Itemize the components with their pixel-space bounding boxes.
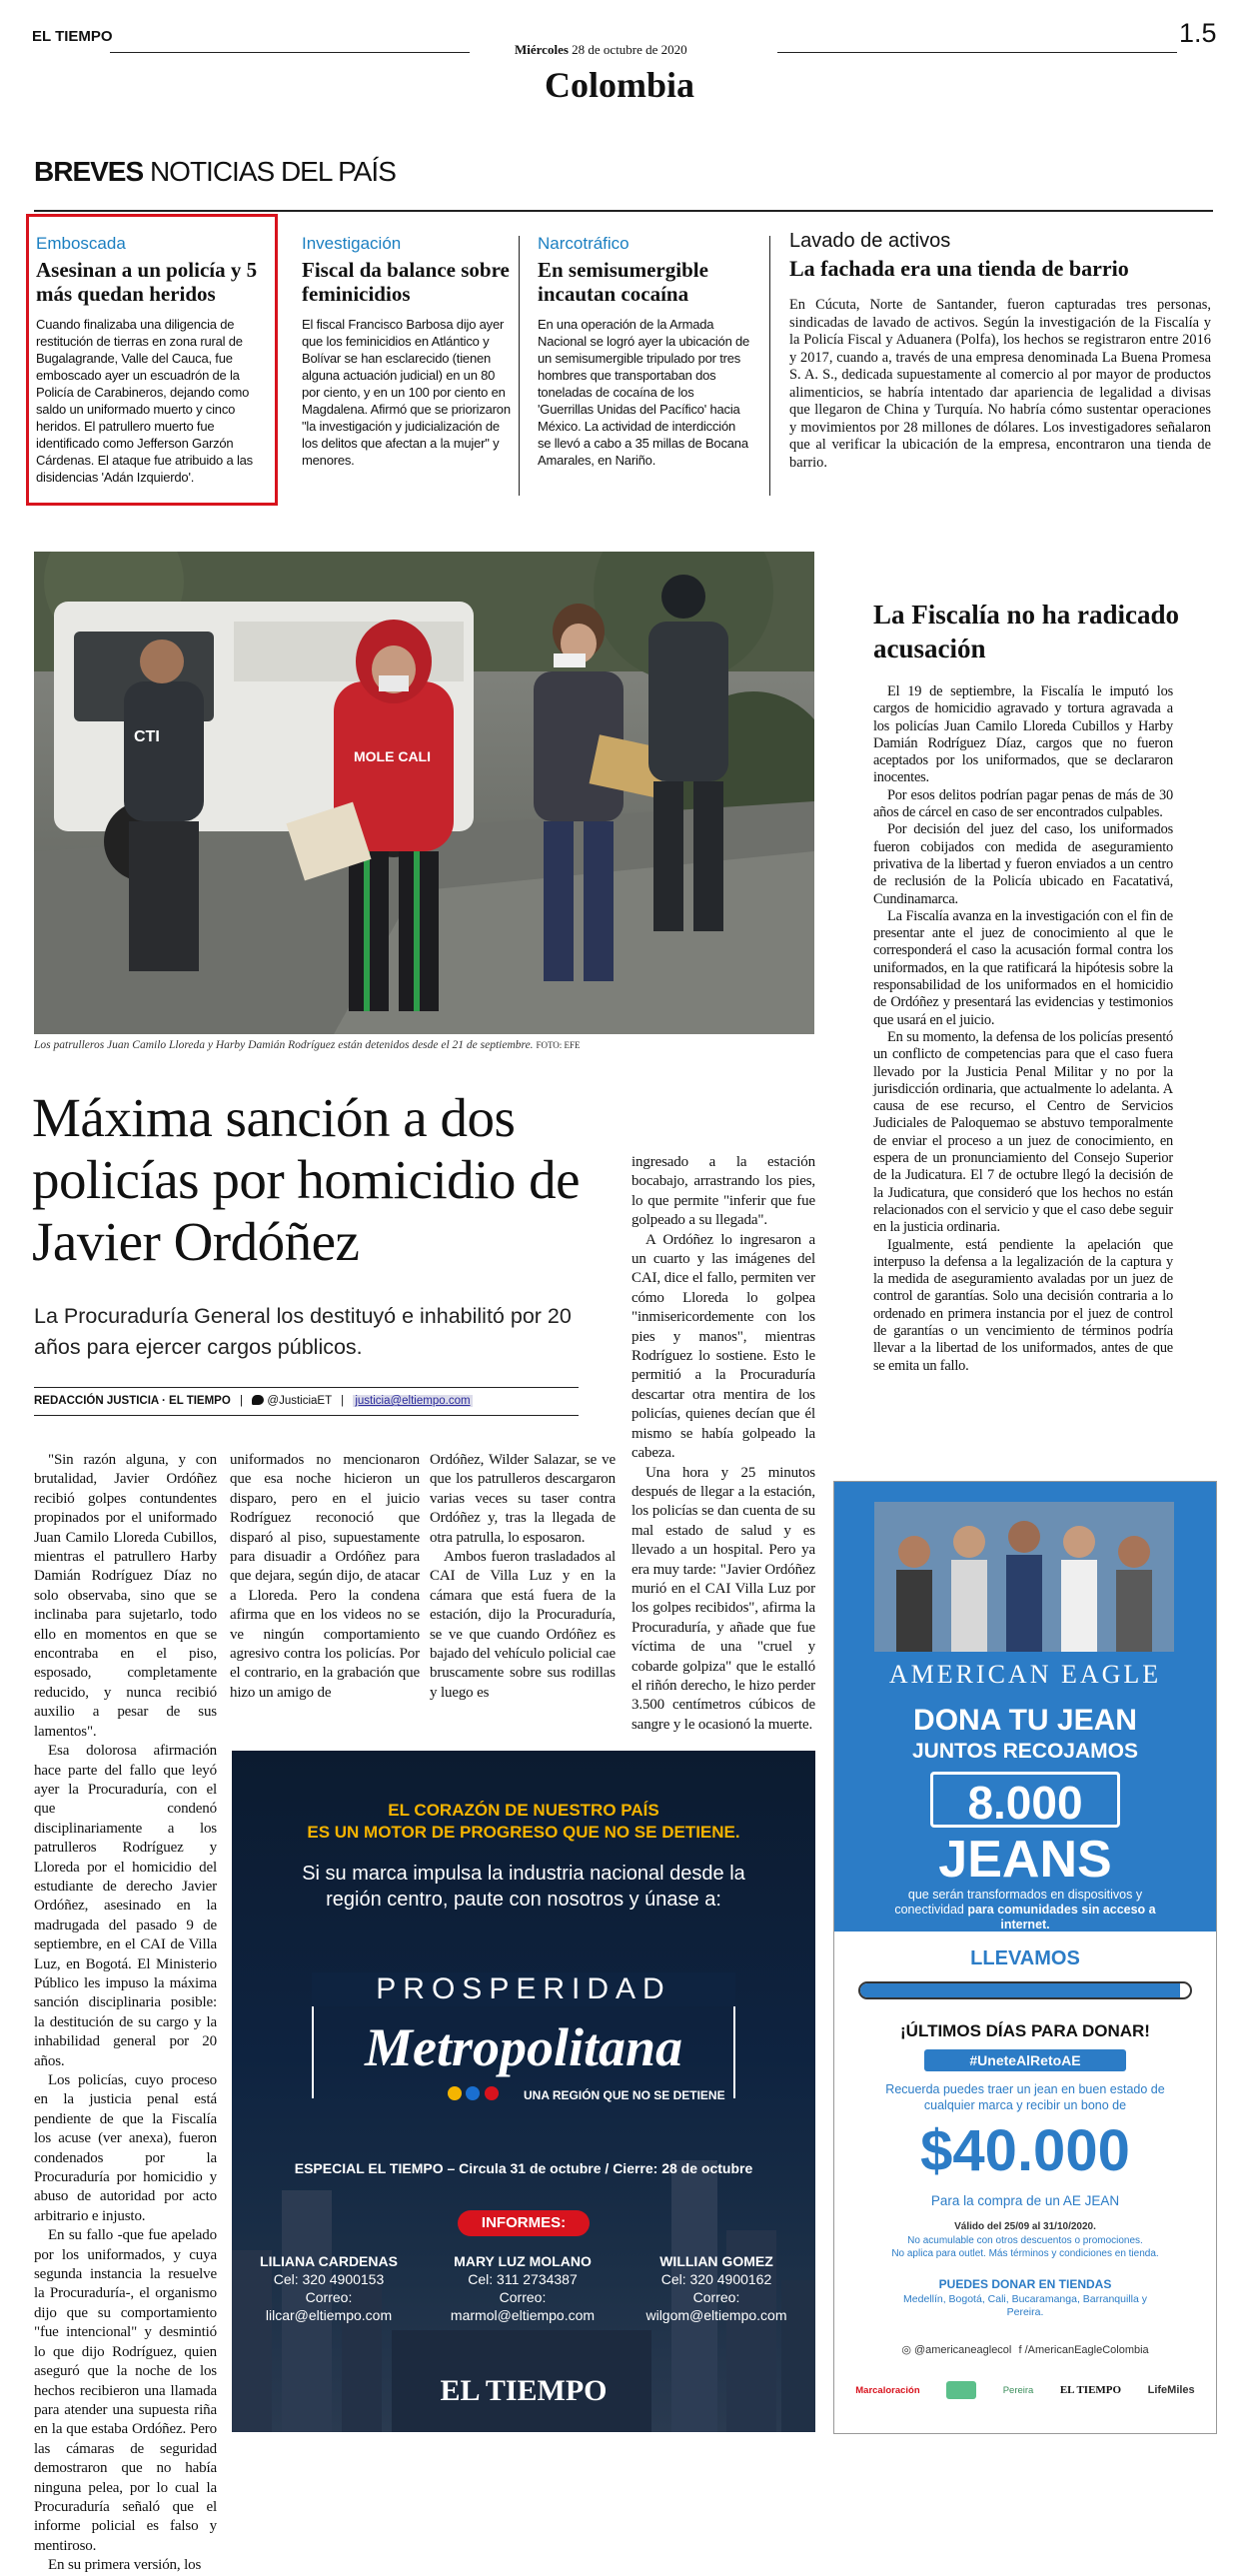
ae-llevamos: LLEVAMOS [970, 1947, 1080, 1969]
ae-recuerda: Recuerda puedes traer un jean en buen estado de cualquier marca y recibir un bono de [885, 2082, 1165, 2112]
ae-ultimos: ¡ÚLTIMOS DÍAS PARA DONAR! [900, 2021, 1150, 2040]
article-paragraph: Esa dolorosa afirmación hace parte del fallo que leyó ayer la Procuraduría, con el que condenó disciplinariamente a los patrulleros Rodríguez y Lloreda por el homicidio del estudiante de derecho Javier Ordóñez, asesinado en la madrugada del pasado 9 de septiembre, en el CAI de Villa Luz, en Bogotá. El Ministerio Público les impuso la máxima sanción disciplinaria posible: la destitución de su cargo y la inhabilidad general por 20 años. [34, 1743, 217, 2069]
ad-american-eagle[interactable] [833, 1481, 1217, 2434]
ae-line1: DONA TU JEAN [913, 1704, 1137, 1737]
contact-mail-label: Correo: [305, 2289, 353, 2305]
masthead-brand: EL TIEMPO [32, 28, 113, 45]
contact-mail[interactable]: wilgom@eltiempo.com [645, 2307, 787, 2323]
email-link[interactable]: justicia@eltiempo.com [355, 1395, 471, 1407]
header-date: Miércoles 28 de octubre de 2020 [515, 42, 687, 57]
contact-mail-label: Correo: [499, 2289, 547, 2305]
breves-rule [34, 210, 1213, 212]
sidebar-body [873, 683, 1173, 1375]
byline-rule-bottom [34, 1415, 579, 1416]
ae-line3: que serán transformados en dispositivos y conectividad para comunidades sin acceso a internet. [894, 1888, 1156, 1932]
sidebar-title: La Fiscalía no ha radicado acusación [873, 600, 1180, 663]
contact-mail[interactable]: marmol@eltiempo.com [450, 2307, 596, 2323]
sponsor-logo: LifeMiles [1147, 2384, 1195, 2396]
twitter-handle[interactable]: @JusticiaET [267, 1395, 332, 1407]
photo-caption: Los patrulleros Juan Camilo Lloreda y Harby Damián Rodríguez están detenidos desde el 21 de septiembre. FOTO: EFE [34, 1039, 581, 1051]
ae-brand: AMERICAN EAGLE [888, 1660, 1162, 1689]
contact-card [620, 2252, 813, 2324]
ae-instagram[interactable]: @americaneaglecol [913, 2344, 1012, 2356]
sidebar-paragraph: Por decisión del juez del caso, los uniformados fueron cobijados con medida de aseguramiento privativa de la libertad y fueron enviados a un centro de reclusión de la Policía ubicado en Facatativá, Cundinamarca. [873, 821, 1173, 907]
logo-dot-yellow [448, 2086, 462, 2100]
ae-sponsors [842, 2381, 1208, 2399]
contact-name: WILLIAN GOMEZ [659, 2253, 773, 2269]
logo-tagline: UNA REGIÓN QUE NO SE DETIENE [524, 2088, 725, 2102]
instagram-icon: ◎ [901, 2344, 911, 2356]
article-column-4 [631, 1153, 815, 1735]
brief-title: En semisumergible incautan cocaína [538, 258, 708, 306]
ae-progress-fill [860, 1983, 1180, 1997]
brief-kicker: Investigación [302, 234, 402, 253]
brief-item [538, 234, 751, 469]
contact-cel: Cel: 311 2734387 [468, 2271, 578, 2287]
ae-hashtag[interactable]: #UneteAlRetoAE [924, 2049, 1126, 2071]
ae-cities: Medellín, Bogotá, Cali, Bucaramanga, Barranquilla y Pereira. [903, 2293, 1147, 2318]
section-title: Colombia [544, 65, 694, 105]
brief-body: En una operación de la Armada Nacional se logró ayer la ubicación de un semisumergible tripulado por tres hombres que transportaban dos toneladas de cocaína de los 'Guerrillas Unidas del Pacífico' hacia México. La actividad de interdicción se llevó a cabo a 35 millas de Bocana Amarales, en Nariño. [538, 317, 750, 468]
ae-group-photo [834, 1482, 1216, 1652]
article-column-3 [430, 1451, 616, 1703]
article-paragraph: A Ordóñez lo ingresaron a un cuarto y las imágenes del CAI, dice el fallo, permiten ver cómo Lloreda lo golpea "inmisericordemente con los pies y manos", mientras Rodríguez lo sostiene. Esto le permitió a la Procuraduría descartar otra mentira de los policías, quienes decían que él mismo se había golpeado la cabeza. [631, 1231, 815, 1462]
sponsor-logo: Pereira [1002, 2384, 1034, 2396]
brief-title: La fachada era una tienda de barrio [789, 256, 1129, 281]
ae-jeans: JEANS [938, 1831, 1112, 1889]
ae-valido: Válido del 25/09 al 31/10/2020. [954, 2221, 1096, 2232]
ad-line2: ES UN MOTOR DE PROGRESO QUE NO SE DETIENE. [307, 1823, 740, 1842]
twitter-icon [252, 1395, 264, 1405]
article-paragraph: "Sin razón alguna, y con brutalidad, Javier Ordóñez recibió golpes contundentes propinados por el uniformado Juan Camilo Lloreda Cubillos, mientras el patrullero Harby Damián Rodríguez Díaz no solo observaba, sino que se inclinaba para sujetarlo, todo ello en momentos en que se encontraba en el piso, esposado, completamente reducido, y nunca recibió auxilio a pesar de sus lamentos". [34, 1452, 217, 1740]
article-paragraph: ingresado a la estación bocabajo, arrastrando los pies, lo que permite "inferir que fue golpeado a su llegada". [631, 1154, 815, 1229]
ad-line1: EL CORAZÓN DE NUESTRO PAÍS [388, 1801, 659, 1820]
header-rule-left [110, 52, 470, 53]
logo-dot-red [485, 2086, 499, 2100]
ae-bono: $40.000 [920, 2118, 1130, 2183]
logo-top-text: PROSPERIDAD [312, 1972, 735, 2006]
article-paragraph: En su fallo -que fue apelado por los uniformados, y cuya segunda instancia la resuelve la Procuraduría-, el organismo dijo que su comportamiento "fue intencional" y desmintió lo que dijo Rodríguez, quien aseguró que la noche de los hechos recibieron una llamada para atender una supuesta riña en la que estaba Ordóñez. Pero las cámaras de seguridad demostraron que no había ninguna pelea, por lo cual la Procuraduría señaló que el informe policial es falso y mentiroso. [34, 2227, 217, 2554]
ad-prosperidad[interactable] [232, 1751, 815, 2432]
brief-body: En Cúcuta, Norte de Santander, fueron capturadas tres personas, sindicadas de lavado de activos. Según la investigación de la Fiscalía y la Policía Fiscal y Aduanera (Polfa), los hechos se registraron entre 2016 y 2017, cuando a, través de una empresa denominada La Buena Promesa S. A. S., dedicada supuestamente al comercio al por mayor de productos alimenticios, se habría intentado dar apariencia de legalidad a divisas que llegaron de China y Turquía. No habría cómo sustentar operaciones y movimientos por 28 millones de dólares. Los investigadores señalaron que al verificar la ubicación de la empresa, encontraron una tienda de barrio. [789, 297, 1211, 471]
breves-label: BREVES NOTICIAS DEL PAÍS [34, 156, 396, 187]
ae-line2: JUNTOS RECOJAMOS [912, 1740, 1138, 1763]
ad-brand-logo: EL TIEMPO [440, 2374, 608, 2407]
byline: REDACCIÓN JUSTICIA · EL TIEMPO | @JusticiaET | justicia@eltiempo.com [34, 1395, 471, 1407]
ae-progress-track [858, 1981, 1192, 1999]
contact-name: MARY LUZ MOLANO [454, 2253, 592, 2269]
contact-name: LILIANA CARDENAS [260, 2253, 398, 2269]
photo-scene [34, 552, 814, 1034]
brief-kicker: Emboscada [36, 234, 126, 253]
sponsor-icon [946, 2381, 976, 2399]
ae-no-aplica: No aplica para outlet. Más términos y condiciones en tienda. [891, 2248, 1159, 2259]
article-paragraph: Ordóñez, Wilder Salazar, se ve que los patrulleros descargaron varias veces su taser contra Ordóñez y, tras la llegada de otra patrulla, lo esposaron. [430, 1452, 616, 1546]
sidebar-paragraph: Igualmente, está pendiente la apelación que interpuso la defensa a la legalización de la captura y la medida de aseguramiento avaladas por un juez de control de garantías. Solo una decisión contraria a lo ordenado en primera instancia por el juez de control de garantías o un vencimiento de términos podría llevar a la libertad de los uniformados, antes de que se emita un fallo. [873, 1236, 1173, 1374]
logo-dots [448, 2086, 499, 2105]
ae-social [834, 2343, 1216, 2356]
sidebar-paragraph: En su momento, la defensa de los policías presentó un conflicto de competencias para que el caso fuera llevado por la Justicia Penal Militar y no por la jurisdicción ordinaria, que actualmente lo adelanta. A causa de ese recurso, el Centro de Servicios Judiciales de Paloquemao se abstuvo temporalmente de enviar el proceso a un juez de conocimiento, en espera de un pronunciamiento del Consejo Superior de la Judicatura. El 7 de octubre llegó la decisión de la Judicatura, que consideró que los hechos no están relacionados con el servicio y que el caso debe seguir en la justicia ordinaria. [873, 1028, 1173, 1236]
article-paragraph: Los policías, cuyo proceso en la justicia penal está pendiente de que la Fiscalía los acuse (ver anexa), fueron condenados por la Procuraduría por homicidio y abuso de autoridad por acto arbitrario e injusto. [34, 2072, 217, 2224]
article-paragraph: En su primera versión, los [48, 2557, 202, 2574]
header-rule-right [777, 52, 1177, 53]
brief-item [789, 230, 1211, 472]
ad-special: ESPECIAL EL TIEMPO – Circula 31 de octubre / Cierre: 28 de octubre [294, 2160, 753, 2176]
sponsor-logo: Marcaloración [855, 2384, 920, 2396]
brief-item [36, 234, 272, 486]
byline-author: REDACCIÓN JUSTICIA · EL TIEMPO [34, 1395, 231, 1407]
brief-title: Asesinan a un policía y 5 más quedan heridos [36, 258, 258, 306]
brief-title: Fiscal da balance sobre feminicidios [302, 258, 510, 306]
ae-amount-box: 8.000 [930, 1772, 1120, 1828]
contact-cel: Cel: 320 4900153 [273, 2271, 385, 2287]
ae-no-acumulable: No acumulable con otros descuentos o promociones. [907, 2235, 1143, 2246]
informes-badge: INFORMES: [458, 2210, 590, 2236]
brief-divider [519, 236, 520, 496]
contact-mail[interactable]: lilcar@eltiempo.com [265, 2307, 393, 2323]
sidebar-paragraph: Por esos delitos podrían pagar penas de más de 30 años de cárcel en caso de ser encontrados culpables. [873, 786, 1173, 821]
brief-kicker: Narcotráfico [538, 234, 629, 253]
byline-rule-top [34, 1387, 579, 1388]
article-dek: La Procuraduría General los destituyó e inhabilitó por 20 años para ejercer cargos públicos. [34, 1304, 572, 1359]
brief-item [302, 234, 514, 469]
ae-donar-en: PUEDES DONAR EN TIENDAS [938, 2277, 1112, 2291]
article-paragraph: Ambos fueron trasladados al CAI de Villa Luz y en la cámara que está fuera de la estación, dijo la Procuraduría, se ve que cuando Ordóñez es bajado del vehículo policial cae bruscamente sobre sus rodillas y luego es [430, 1549, 616, 1701]
brief-body: El fiscal Francisco Barbosa dijo ayer que los feminicidios en Atlántico y Bolívar se han esclarecido (tienen alguna actuación judicial) en un 80 por ciento, y en un 100 por ciento en Magdalena. Afirmó que se priorizaron "la investigación y judicialización de los delitos que afectan a la mujer" y menores. [302, 317, 511, 468]
sidebar-paragraph: El 19 de septiembre, la Fiscalía le imputó los cargos de homicidio agravado y tortura agravada a los policías Juan Camilo Lloreda Cubillos y Harby Damián Rodríguez Díaz, cargos que no fueron aceptados por los uniformados, que se declararon inocentes. [873, 683, 1173, 786]
ad-line3: Si su marca impulsa la industria nacional desde la región centro, paute con nosotros y únase a: [302, 1863, 745, 1911]
ae-facebook[interactable]: /AmericanEagleColombia [1024, 2344, 1149, 2356]
article-paragraph: Una hora y 25 minutos después de llegar a la estación, los policías se dan cuenta de su mal estado de salud y es llevado a un hospital. Pero ya era muy tarde: "Javier Ordóñez murió en el CAI Villa Luz por los golpes recibidos", afirma la Procuraduría, y añade que fue víctima de una "cruel y cobarde golpiza" que le estalló el riñón derecho, le hizo perder 3.500 centímetros cúbicos de sangre y le ocasionó la muerte. [631, 1464, 815, 1733]
brief-kicker: Lavado de activos [789, 230, 951, 252]
contact-card [426, 2252, 620, 2324]
page-number: 1.5 [1179, 18, 1217, 48]
contact-cel: Cel: 320 4900162 [660, 2271, 772, 2287]
logo-dot-blue [466, 2086, 480, 2100]
facebook-icon: f [1018, 2344, 1022, 2356]
prosperidad-logo [312, 1968, 735, 2108]
photo-shirt-text: MOLE CALI [354, 748, 431, 764]
contact-card [232, 2252, 426, 2324]
logo-script-text: Metropolitana [364, 2017, 683, 2077]
ae-compra: Para la compra de un AE JEAN [930, 2193, 1120, 2208]
photo-vest-text: CTI [134, 728, 160, 745]
brief-divider [769, 236, 770, 496]
sponsor-logo: EL TIEMPO [1059, 2384, 1122, 2396]
sidebar-paragraph: La Fiscalía avanza en la investigación con el fin de presentar ante el juez de conocimiento al que le corresponderá el caso la acusación formal contra los uniformados, en la que ratificará la hipótesis sobre la responsabilidad de los uniformados en el homicidio de Ordóñez y presentará las evidencias y testimonios que usará en el juicio. [873, 907, 1173, 1028]
news-photo [34, 552, 814, 1034]
article-column-2 [230, 1451, 420, 1703]
article-headline: Máxima sanción a dos policías por homicidio de Javier Ordóñez [32, 1087, 581, 1272]
brief-body: Cuando finalizaba una diligencia de restitución de tierras en zona rural de Bugalagrande, Valle del Cauca, fue emboscado ayer un escuadrón de la Policía de Carabineros, dejando como saldo un uniformado muerto y cinco heridos. El patrullero muerto fue identificado como Jefferson Garzón Cárdenas. El ataque fue atribuido a las disidencias 'Adán Izquierdo'. [36, 317, 253, 485]
article-column-1 [34, 1451, 217, 2576]
contact-mail-label: Correo: [692, 2289, 740, 2305]
article-paragraph: uniformados no mencionaron que esa noche hicieron un disparo, pero en el juicio Rodríguez reconoció que disparó al piso, supuestamente para disuadir a Ordóñez para que dejara, según dijo, de atacar a Lloreda. Pero la condena afirma que en los videos no se ve ningún comportamiento agresivo contra los policías. Por el contrario, en la grabación que hizo un amigo de [230, 1452, 420, 1701]
